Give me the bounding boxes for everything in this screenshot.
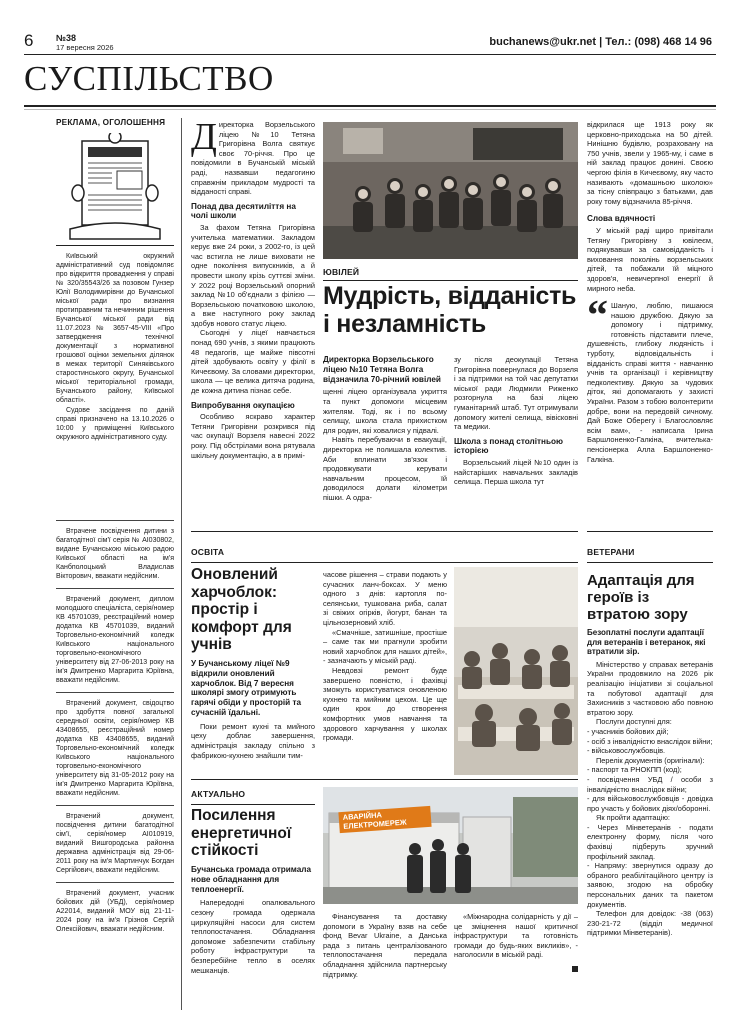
article1-intro xyxy=(191,116,315,197)
article1-subhead: Випробування окупацією xyxy=(191,400,295,410)
lost-notice: Втрачений документ, посвідчення дитини багатодітної сім'ї, серія/номер АІ010919, виданий Вишгородська районна державна адміністрація від 29-06-2011 року на ім'я Мартинчук Богдан Сергійович, вважати недійсним. xyxy=(56,806,174,883)
article2-col1 xyxy=(191,659,315,760)
article1-col3 xyxy=(454,355,578,487)
court-notice xyxy=(56,252,174,449)
article3-col1 xyxy=(191,865,315,975)
article4-paragraph: Послуги доступні для: xyxy=(596,717,672,727)
lost-notice: Втрачений документ, учасник бойових дій (УБД), серія/номер А22014, виданий МОУ від 21-11-2024 року на ім'я Грізнов Сергій Олексійович, вважати недійсним. xyxy=(56,890,174,933)
ads-rubric: РЕКЛАМА, ОГОЛОШЕННЯ xyxy=(56,118,166,127)
article3-col2 xyxy=(323,912,447,979)
article3-rubric-label: АКТУАЛЬНО xyxy=(191,789,246,799)
column-divider xyxy=(181,118,182,1010)
article1-col1 xyxy=(191,116,315,460)
article4-box xyxy=(587,542,713,938)
quote-mark-icon: “ xyxy=(587,293,608,340)
section-rule xyxy=(24,105,716,107)
ads-rule xyxy=(56,245,174,246)
article4-paragraph: Телефон для довідок: -38 (063) 230-21-72 (відділ медичної підтримки Мінветеранів). xyxy=(587,909,713,938)
newspaper-reader-illustration xyxy=(56,133,174,245)
article3-paragraph: «Міжнародна солідарність у дії – це зміцнення нашої критичної інфраструктури та готовність громади до будь-яких викликів», - наголосили в міській раді. xyxy=(454,912,578,960)
lost-notice: Втрачений документ, свідоцтво про здобуття повної загальної середньої освіти, серія/номер КВ 43408655, реєстраційний номер додатка КВ 43408655, виданий Торговельно-економічний коледж Київського національного торговельно-економічного університету від 31-05-2012 року на ім'я Дмитренко Маргарита Юріївна, вважати недійсним. xyxy=(56,693,174,806)
article2-lead: У Бучанському ліцеї №9 відкрили оновлений харчоблок. Від 7 вересня школярі змогу отримують гарячі обіди у просторій та сучасній їдальні. xyxy=(191,659,302,717)
lost-notice: Втрачений документ, диплом молодшого спеціаліста, серія/номер КВ 45701039, реєстраційний номер додатка КВ 45701039, виданий Торговельно-економічний коледж Київського національного торговельно-економічного університету від 27-06-2013 року на ім'я Дмитренко Маргарита Юріївна, вважати недійсним. xyxy=(56,589,174,693)
article1-headline: Мудрість, відданість і незламність xyxy=(323,282,577,338)
article4-list-item: - для військовослужбовців - довідка про участь у бойових діях/оборонні. xyxy=(587,794,713,813)
court-hearing-text: Судове засідання по даній справі призначено на 13.10.2026 о 10:00 у приміщенні Київського окружного адміністративного суду. xyxy=(56,407,174,441)
article4-lead: Безоплатні послуги адаптації для ветеранів і ветеранок, які втратили зір. xyxy=(587,628,706,657)
article1-lead: Директорка Ворзельського ліцею №10 Тетяна Волга відзначила 70-річний ювілей xyxy=(323,355,441,384)
article4-headline: Адаптація для героїв із втратою зору xyxy=(587,572,695,623)
article3-rubric xyxy=(191,784,315,805)
article1-intro-text: иректорка Ворзельського ліцею №10 Тетяна Григорівна Волга святкує своє 70-річчя. Про це повідомили в Бучанській міській раді, назвавши педагогиню справжнім прикладом мудрості та відданості справі. xyxy=(191,120,315,197)
article1-class-photo xyxy=(323,122,578,259)
article1-subhead: Слова вдячності xyxy=(587,214,656,224)
article4-paragraph: Як пройти адаптацію: xyxy=(596,813,670,823)
article1-col4 xyxy=(587,120,713,464)
article4-list-item: - учасників бойових дій; xyxy=(587,726,669,736)
article-divider xyxy=(587,531,713,532)
section-rule-thin xyxy=(24,109,716,110)
article-divider xyxy=(191,531,578,532)
court-notice-text: Київський окружний адміністративний суд повідомляє про відкриття провадження у справі № 320/35543/26 за позовом Гунзер Юлії Володимирівни до Бучанської міської ради про визнання протиправним та нечинним рішення Бучанської міської ради від 11.07.2023 № 3657-45-VIII «Про затвердження технічної документації з нормативної грошової оцінки земельних ділянок в межах території Синяківського старостинського округу, Бучанської міської територіальної громади, Бучанського району, Київської області». xyxy=(56,253,174,404)
article1-paragraph: Навіть перебуваючи в евакуації, директорка не полишала колектив. Аби вплинати зв'язок і продовжувати керувати навчальним процесом, їй доводилося долати кілометри пішки. А одра- xyxy=(323,435,447,502)
article1-paragraph: Особливо яскраво характер Тетяни Григорівни розкрився під час окупації Ворзеля навесні 2022 року. Під обстрілами вона рятувала шкільну документацію, а в примі- xyxy=(191,412,315,460)
article1-paragraph: За фахом Тетяна Григорівна учителька математики. Закладом керує вже 24 роки, з 2002-го, із цей час встигла не лише виховати не одне покоління випускників, а й провести школу крізь суттєві зміни. У 2022 році Ворзельський опорний заклад №10 об'єднали з філією — Ворзельською початковою школою, а вже наступного року заклад здобув нового статус ліцею. xyxy=(191,222,315,328)
article4-list-item: - паспорт та РНОКПП (код); xyxy=(587,765,682,775)
article2-canteen-photo xyxy=(454,567,578,775)
article1-paragraph: Ворзельський ліцей №10 один із найстаріших навчальних закладів селища. Перша школа тут xyxy=(454,457,578,487)
section-title: СУСПІЛЬСТВО xyxy=(24,59,274,98)
article3-headline: Посилення енергетичної стійкості xyxy=(191,807,292,859)
article2-paragraph: Поки ремонт кухні та мийного цеху доблає завершення, адміністрація закладу спільно з фабрикою-кухнею знайшли тим- xyxy=(191,721,315,760)
article1-paragraph: У міській раді щиро привітали Тетяну Григорівну з ювілеєм, подякувавши за самовідданість і виховання поколінь ворзельських дітей, та побажали їй міцного здоров'я, невичерпної енергії й мирного неба. xyxy=(587,225,713,293)
article2-paragraph: часове рішення – страви подають у сучасних ланч-боксах. У меню одного з днів: картопля по-селянськи, тушкована риба, салат зі свіжих огірків, йогурт, банан та цільнозерновий хліб. xyxy=(323,570,447,627)
article1-quote xyxy=(587,293,713,464)
article4-list-item: - посвідчення УБД / особи з інвалідністю внаслідок війни; xyxy=(587,774,713,794)
article3-col3 xyxy=(454,912,578,972)
article3-paragraph: Напередодні опалювального сезону громада одержала циркуляційні насоси для систем теплопостачання. Обладнання допоможе забезпечити стабільну роботу інфраструктури та безперебійне тепло в оселях мешканців. xyxy=(191,898,315,975)
article2-rubric-label: ОСВІТА xyxy=(191,547,225,557)
article4-paragraph: Перелік документів (оригінали): xyxy=(596,755,705,765)
article1-col2 xyxy=(323,355,447,503)
issue-number: №38 xyxy=(56,33,77,43)
article1-paragraph: зу після деокупації Тетяна Григорівна повернулася до Ворзеля і за підтримки на той час депутатки міської ради Людмили Риженко розгорнула на базі ліцею гуманітарний штаб. Тут отримували допомогу жителі селища, вівісковні та медики. xyxy=(454,355,578,432)
article1-rubric-label: ЮВІЛЕЙ xyxy=(323,267,360,277)
header-contacts: buchanews@ukr.net | Тел.: (098) 468 14 96 xyxy=(489,36,712,48)
article1-rubric xyxy=(323,262,578,281)
article1-paragraph: щенні ліцею організувала укриття та пункт допомоги місцевим жителям. Тоді, як і по всьому селищу, школа стала прихистком для родин, які ховалися у підвалі. xyxy=(323,387,447,435)
ads-column xyxy=(56,118,174,449)
article3-equipment-photo xyxy=(323,787,578,904)
dropcap: Д xyxy=(191,116,217,158)
article4-list-item: - Через Мінветеранів - подати електронну форму, після чого фахівці підберуть зручний профільний заклад. xyxy=(587,822,713,861)
lost-notice: Втрачене посвідчення дитини з багатодітної сім'ї серія № АІ030802, видане Бучанською міською радою Київської області на ім'я Канбполоцький Владислав Вікторович, вважати недійсним. xyxy=(56,521,174,589)
page-number: 6 xyxy=(24,31,34,50)
article2-rubric xyxy=(191,542,578,563)
article3-lead: Бучанська громада отримала нове обладнання для теплоенергії. xyxy=(191,865,312,894)
article2-paragraph: «Смачніше, затишніше, простіше – саме так ми прагнули зробити новий харчоблок для наших дітей», - зазначають у міській раді. xyxy=(323,627,447,666)
article1-paragraph: Сьогодні у ліцеї навчається понад 690 учнів, з якими працюють 48 педагогів, ще майже півсотні дітей здобувають освіту у філії в Кичеєвому. За словами директорки, школа — це велика дитяча родина, де кожна дитина пізнає себе. xyxy=(191,328,315,396)
article-divider xyxy=(191,779,578,780)
article4-rubric xyxy=(587,542,713,563)
article3-photo-caption: АВАРІЙНА ЕЛЕКТРОМЕРЕЖ xyxy=(338,806,431,833)
lost-documents-column xyxy=(56,520,174,941)
article1-subhead: Понад два десятиліття на чолі школи xyxy=(191,201,296,221)
article2-paragraph: Невдовзі ремонт буде завершено повністю, і фахівці зможуть користуватися оновленою кухнею та мийним цехом. Це ще один крок до створення комфортних умов навчання та здорового харчування у школах громади. xyxy=(323,665,447,743)
article3-paragraph: Фінансування та доставку допомоги в Україну взяв на себе фонд Bevar Ukraine, а Данська рада з питань централізованого теплопостачання передала обладнання здійснила партнерську підтримку. xyxy=(323,912,447,979)
end-mark-icon xyxy=(572,966,578,972)
article4-rubric-label: ВЕТЕРАНИ xyxy=(587,547,635,557)
issue-date: 17 вересня 2026 xyxy=(56,43,114,52)
article2-col2 xyxy=(323,570,447,743)
article4-paragraph: Міністерство у справах ветеранів України продовжило на 2026 рік реалізацію ініціативи зі соціальної та побутової адаптації для Захисників з частковою або повною втратою зору. xyxy=(587,659,713,717)
article2-headline: Оновлений харчоблок: простір і комфорт для учнів xyxy=(191,566,292,653)
article4-list-item: - осіб з інвалідністю внаслідок війни; xyxy=(587,736,713,746)
header-rule xyxy=(24,54,716,55)
article1-quote-text: Шаную, люблю, пишаюся нашою дружбою. Дякую за допомогу і підтримку, готовність підставити плече, душевність, глибоку людяність і турботу, відповідальність і відданість справі життя - навчанню учнів та організації і керівництву педколективу. Дякую за чудових діток, які допомагають у захисті України. Разом з тобою волонтерити добре, вони на передовій сичному. Дай Боже Оберегу і Благословляє всім вам», - написала Ірина Баршлоненко-Галкіна, вчителька-пенсіонерка Алла Баршлоненко-Галкіна. xyxy=(587,301,713,464)
article1-subhead: Школа з понад столітньою історією xyxy=(454,436,564,456)
article1-paragraph: відкрилася ще 1913 року як церковно-приходська на 50 дітей. Нинішню будівлю, розраховану на 750 учнів, звели у 1965-му, і саме в ній заклад працює донині. Своєю чергою філія в Кичеєвому, яку часто називають «домашньою школою» за тісну співпрацю з батьками, дав року тому відзначила 85-річчя. xyxy=(587,120,713,206)
article4-list-item: - військовослужбовців. xyxy=(587,746,666,756)
article4-list-item: - Напряму: звернутися одразу до обраного реабілітаційного центру із заявою, згодою на обробку персональних даних та пакетом документів. xyxy=(587,861,713,909)
